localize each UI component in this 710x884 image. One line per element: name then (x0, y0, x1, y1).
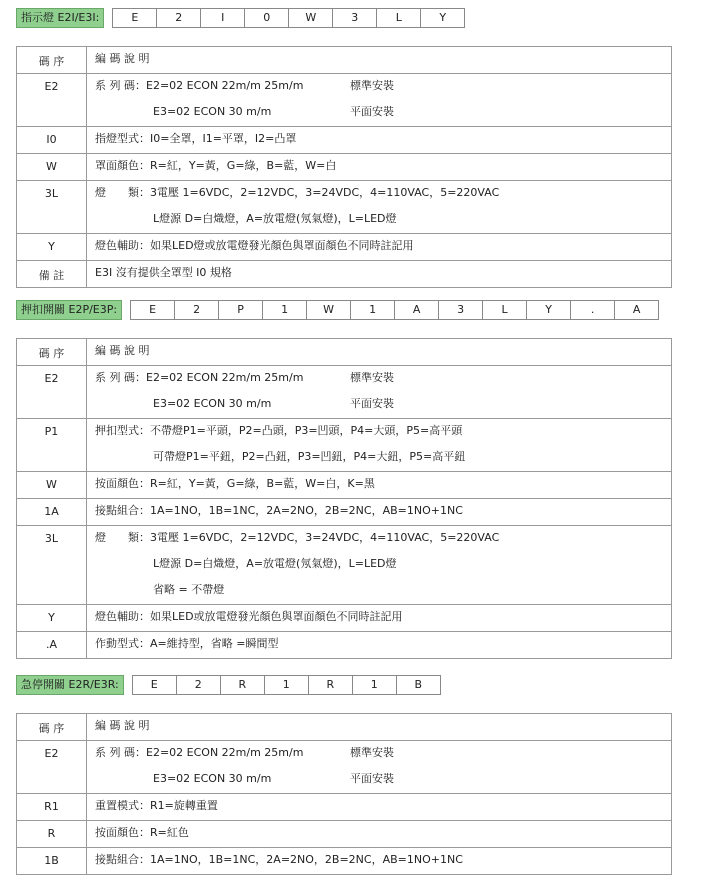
header-key: 碼 序 (17, 339, 87, 366)
code-cell: 2 (157, 8, 201, 28)
row-text: 按面顏色：R=紅，Y=黃，G=綠，B=藍，W=白，K=黑 (95, 477, 375, 490)
table-row (17, 154, 672, 181)
code-cell: L (377, 8, 421, 28)
row-text: 接點組合：1A=1NO，1B=1NC，2A=2NO，2B=2NC，AB=1NO+1NC (95, 504, 463, 517)
table-row (17, 632, 672, 659)
row-text: 作動型式：A=維持型，省略 =瞬間型 (95, 637, 279, 650)
table-row (17, 261, 672, 288)
row-key: Y (17, 605, 87, 632)
row-text: 系 列 碼：E2=02 ECON 22m/m 25m/m (95, 79, 304, 92)
header-desc: 編 碼 說 明 (95, 719, 150, 732)
row-key: E2 (17, 74, 87, 127)
row-note: 標準安裝 (350, 371, 394, 384)
code-cell: 1 (265, 675, 309, 695)
section-title: 急停開關 E2R/E3R: (16, 675, 124, 695)
row-note: 標準安裝 (350, 79, 394, 92)
code-cell: 3 (439, 300, 483, 320)
row-text: E3I 沒有提供全罩型 I0 規格 (95, 266, 232, 279)
section-indicator-light (16, 8, 672, 288)
row-text: 罩面顏色：R=紅，Y=黃，G=綠，B=藍，W=白 (95, 159, 337, 172)
table-row (17, 794, 672, 821)
row-note: 平面安裝 (350, 105, 394, 118)
row-text: 接點組合：1A=1NO，1B=1NC，2A=2NO，2B=2NC，AB=1NO+1NC (95, 853, 463, 866)
code-row (16, 300, 672, 320)
code-cell: 0 (245, 8, 289, 28)
code-cell: E (112, 8, 157, 28)
table-row (17, 821, 672, 848)
row-text: 燈色輔助：如果LED燈或放電燈發光顏色與罩面顏色不同時註記用 (95, 239, 414, 252)
row-key: E2 (17, 366, 87, 419)
header-key: 碼 序 (17, 714, 87, 741)
table-row (17, 127, 672, 154)
row-text: 系 列 碼：E2=02 ECON 22m/m 25m/m (95, 746, 304, 759)
table-row (17, 181, 672, 234)
table-row (17, 526, 672, 605)
code-cell: . (571, 300, 615, 320)
code-cell: A (615, 300, 659, 320)
code-cell: R (221, 675, 265, 695)
code-cell: Y (421, 8, 465, 28)
code-cell: 3 (333, 8, 377, 28)
table-row (17, 605, 672, 632)
code-row (16, 675, 672, 695)
row-text: 可帶燈P1=平鈕，P2=凸鈕，P3=凹鈕，P4=大鈕，P5=高平鈕 (153, 450, 466, 463)
table-row (17, 472, 672, 499)
table-row (17, 234, 672, 261)
code-cell: W (289, 8, 333, 28)
row-key: P1 (17, 419, 87, 472)
row-text: 指燈型式：I0=全罩，I1=平罩，I2=凸罩 (95, 132, 297, 145)
code-cell: A (395, 300, 439, 320)
code-cell: B (397, 675, 441, 695)
code-cell: 2 (177, 675, 221, 695)
row-key: 3L (17, 526, 87, 605)
section-title: 指示燈 E2I/E3I: (16, 8, 104, 28)
section-emergency-stop (16, 675, 672, 875)
row-key: W (17, 472, 87, 499)
code-cell: L (483, 300, 527, 320)
row-key: 備 註 (17, 261, 87, 288)
section-push-button (16, 300, 672, 659)
code-cell: E (130, 300, 175, 320)
row-text: 按面顏色：R=紅色 (95, 826, 189, 839)
table-row (17, 499, 672, 526)
row-key: Y (17, 234, 87, 261)
table-row (17, 848, 672, 875)
table-row (17, 74, 672, 127)
row-key: .A (17, 632, 87, 659)
code-cell: I (201, 8, 245, 28)
code-cell: R (309, 675, 353, 695)
code-cell: 1 (353, 675, 397, 695)
code-cell: W (307, 300, 351, 320)
code-table (16, 713, 672, 875)
table-row (17, 741, 672, 794)
code-cell: 1 (263, 300, 307, 320)
row-note: 平面安裝 (350, 397, 394, 410)
row-text: L燈源 D=白熾燈，A=放電燈(氖氣燈)，L=LED燈 (153, 212, 397, 225)
row-note: 標準安裝 (350, 746, 394, 759)
code-table (16, 338, 672, 659)
table-row (17, 366, 672, 419)
row-key: R (17, 821, 87, 848)
row-key: 1A (17, 499, 87, 526)
row-text: 系 列 碼：E2=02 ECON 22m/m 25m/m (95, 371, 304, 384)
code-table (16, 46, 672, 288)
code-cell: P (219, 300, 263, 320)
code-cell: 1 (351, 300, 395, 320)
row-key: R1 (17, 794, 87, 821)
row-key: W (17, 154, 87, 181)
row-text: E3=02 ECON 30 m/m (153, 772, 272, 785)
code-cell: E (132, 675, 177, 695)
row-text: 重置模式：R1=旋轉重置 (95, 799, 218, 812)
row-text: 押扣型式：不帶燈P1=平頭，P2=凸頭，P3=凹頭，P4=大頭，P5=高平頭 (95, 424, 463, 437)
row-key: 3L (17, 181, 87, 234)
row-text: 燈 類：3電壓 1=6VDC，2=12VDC，3=24VDC，4=110VAC，5=220VAC (95, 186, 500, 199)
row-text: 燈色輔助：如果LED或放電燈發光顏色與罩面顏色不同時註記用 (95, 610, 403, 623)
row-text: L燈源 D=白熾燈，A=放電燈(氖氣燈)，L=LED燈 (153, 557, 397, 570)
code-row (16, 8, 672, 28)
row-key: E2 (17, 741, 87, 794)
header-desc: 編 碼 說 明 (95, 52, 150, 65)
section-title: 押扣開關 E2P/E3P: (16, 300, 122, 320)
row-text: E3=02 ECON 30 m/m (153, 397, 272, 410)
header-key: 碼 序 (17, 47, 87, 74)
table-header-row (17, 47, 672, 74)
table-row (17, 419, 672, 472)
code-cell: Y (527, 300, 571, 320)
table-header-row (17, 714, 672, 741)
table-header-row (17, 339, 672, 366)
row-key: 1B (17, 848, 87, 875)
row-text: 省略 = 不帶燈 (153, 583, 225, 596)
code-cell: 2 (175, 300, 219, 320)
row-text: 燈 類：3電壓 1=6VDC，2=12VDC，3=24VDC，4=110VAC，5=220VAC (95, 531, 500, 544)
row-text: E3=02 ECON 30 m/m (153, 105, 272, 118)
row-note: 平面安裝 (350, 772, 394, 785)
row-key: I0 (17, 127, 87, 154)
header-desc: 編 碼 說 明 (95, 344, 150, 357)
